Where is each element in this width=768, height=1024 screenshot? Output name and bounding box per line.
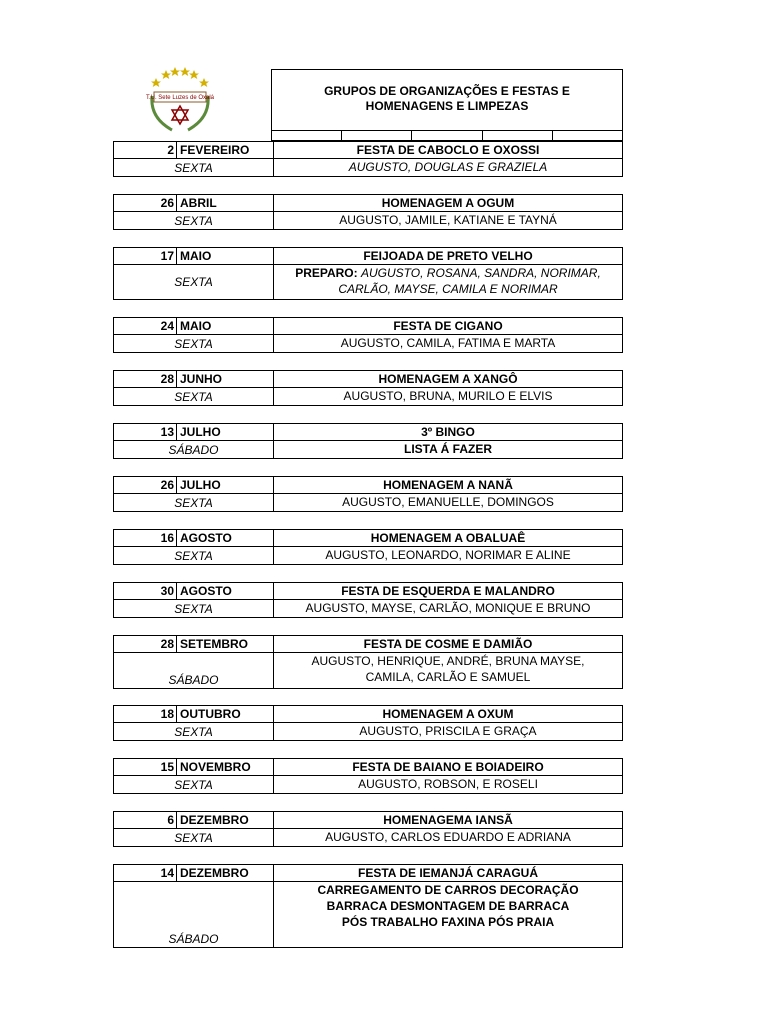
event-people: CARREGAMENTO DE CARROS DECORAÇÃO BARRACA DESMONTAGEM DE BARRACA PÓS TRABALHO FAXINA PÓS PRAIA <box>273 882 622 947</box>
page-title: GRUPOS DE ORGANIZAÇÕES E FESTAS E HOMENAGENS E LIMPEZAS <box>324 84 570 113</box>
event-day: 6 <box>167 813 174 827</box>
event-people: AUGUSTO, LEONARDO, NORIMAR E ALINE <box>273 547 622 564</box>
event-weekday: SÁBADO <box>168 442 219 457</box>
event-block <box>113 705 623 741</box>
event-month: JULHO <box>176 424 273 440</box>
event-weekday: SEXTA <box>174 160 213 175</box>
event-weekday: SÁBADO <box>168 932 219 946</box>
event-title: FESTA DE CIGANO <box>273 318 622 334</box>
event-day: 16 <box>160 531 174 545</box>
event-people: AUGUSTO, ROBSON, E ROSELI <box>273 776 622 793</box>
people-prefix: PREPARO: <box>295 266 358 280</box>
event-people <box>273 265 622 299</box>
event-day: 26 <box>160 196 174 210</box>
event-day: 18 <box>160 707 174 721</box>
event-month: AGOSTO <box>176 583 273 599</box>
event-month: NOVEMBRO <box>176 759 273 775</box>
event-weekday: SEXTA <box>174 495 213 510</box>
event-day: 14 <box>160 866 174 880</box>
event-month: DEZEMBRO <box>176 812 273 828</box>
event-day: 15 <box>160 760 174 774</box>
event-people: AUGUSTO, DOUGLAS E GRAZIELA <box>273 159 622 176</box>
header-cell <box>272 131 342 140</box>
event-title: FEIJOADA DE PRETO VELHO <box>273 248 622 264</box>
header-subrow <box>272 130 622 140</box>
event-title: HOMENAGEM A OGUM <box>273 195 622 211</box>
event-weekday: SEXTA <box>174 830 213 845</box>
event-month: MAIO <box>176 318 273 334</box>
event-block <box>113 247 623 300</box>
event-month: MAIO <box>176 248 273 264</box>
event-people: AUGUSTO, CARLOS EDUARDO E ADRIANA <box>273 829 622 846</box>
event-title: FESTA DE COSME E DAMIÃO <box>273 636 622 652</box>
header-cell <box>483 131 553 140</box>
event-month: FEVEREIRO <box>176 142 273 158</box>
event-block <box>113 635 623 689</box>
event-title: FESTA DE BAIANO E BOIADEIRO <box>273 759 622 775</box>
event-title: HOMENAGEMA IANSÃ <box>273 812 622 828</box>
event-title: 3º BINGO <box>273 424 622 440</box>
event-month: DEZEMBRO <box>176 865 273 881</box>
event-people: AUGUSTO, HENRIQUE, ANDRÉ, BRUNA MAYSE, CAMILA, CARLÃO E SAMUEL <box>273 653 622 688</box>
event-block <box>113 423 623 459</box>
event-day: 13 <box>160 425 174 439</box>
event-block <box>113 194 623 230</box>
event-people: AUGUSTO, EMANUELLE, DOMINGOS <box>273 494 622 511</box>
event-month: SETEMBRO <box>176 636 273 652</box>
event-block <box>113 582 623 618</box>
event-title: FESTA DE CABOCLO E OXOSSI <box>273 142 622 158</box>
event-block <box>113 758 623 794</box>
terreiro-logo <box>142 66 218 136</box>
event-weekday: SEXTA <box>174 389 213 404</box>
event-title: FESTA DE ESQUERDA E MALANDRO <box>273 583 622 599</box>
event-weekday: SEXTA <box>174 213 213 228</box>
event-weekday: SEXTA <box>174 275 213 289</box>
event-title: HOMENAGEM A XANGÔ <box>273 371 622 387</box>
event-day: 30 <box>160 584 174 598</box>
event-people: AUGUSTO, MAYSE, CARLÃO, MONIQUE E BRUNO <box>273 600 622 617</box>
event-block <box>113 476 623 512</box>
event-day: 26 <box>160 478 174 492</box>
event-people: AUGUSTO, JAMILE, KATIANE E TAYNÁ <box>273 212 622 229</box>
event-title: HOMENAGEM A NANÃ <box>273 477 622 493</box>
event-weekday: SEXTA <box>174 548 213 563</box>
people-names: AUGUSTO, ROSANA, SANDRA, NORIMAR, CARLÃO, MAYSE, CAMILA E NORIMAR <box>338 266 601 296</box>
event-people: AUGUSTO, PRISCILA E GRAÇA <box>273 723 622 740</box>
event-people: AUGUSTO, BRUNA, MURILO E ELVIS <box>273 388 622 405</box>
event-month: ABRIL <box>176 195 273 211</box>
event-day: 28 <box>160 372 174 386</box>
event-month: JUNHO <box>176 371 273 387</box>
event-weekday: SEXTA <box>174 777 213 792</box>
logo-caption: T.U. Sete Luzes de Oxalá <box>145 95 215 101</box>
event-weekday: SEXTA <box>174 724 213 739</box>
event-month: JULHO <box>176 477 273 493</box>
event-people: LISTA Á FAZER <box>273 441 622 458</box>
logo-emblem <box>142 66 218 136</box>
event-people: AUGUSTO, CAMILA, FATIMA E MARTA <box>273 335 622 352</box>
event-block <box>113 370 623 406</box>
event-day: 28 <box>160 637 174 651</box>
event-block <box>113 864 623 948</box>
header-cell <box>412 131 482 140</box>
event-title: HOMENAGEM A OBALUAÊ <box>273 530 622 546</box>
event-month: OUTUBRO <box>176 706 273 722</box>
event-title: HOMENAGEM A OXUM <box>273 706 622 722</box>
event-weekday: SEXTA <box>174 336 213 351</box>
event-weekday: SÁBADO <box>168 673 219 687</box>
header-cell <box>342 131 412 140</box>
event-weekday: SEXTA <box>174 601 213 616</box>
event-day: 2 <box>167 143 174 157</box>
page-header <box>271 69 623 141</box>
event-block <box>113 529 623 565</box>
event-block <box>113 811 623 847</box>
event-day: 24 <box>160 319 174 333</box>
event-day: 17 <box>160 249 174 263</box>
event-title: FESTA DE IEMANJÁ CARAGUÁ <box>273 865 622 881</box>
event-block <box>113 317 623 353</box>
event-block <box>113 141 623 177</box>
header-cell <box>553 131 622 140</box>
event-month: AGOSTO <box>176 530 273 546</box>
